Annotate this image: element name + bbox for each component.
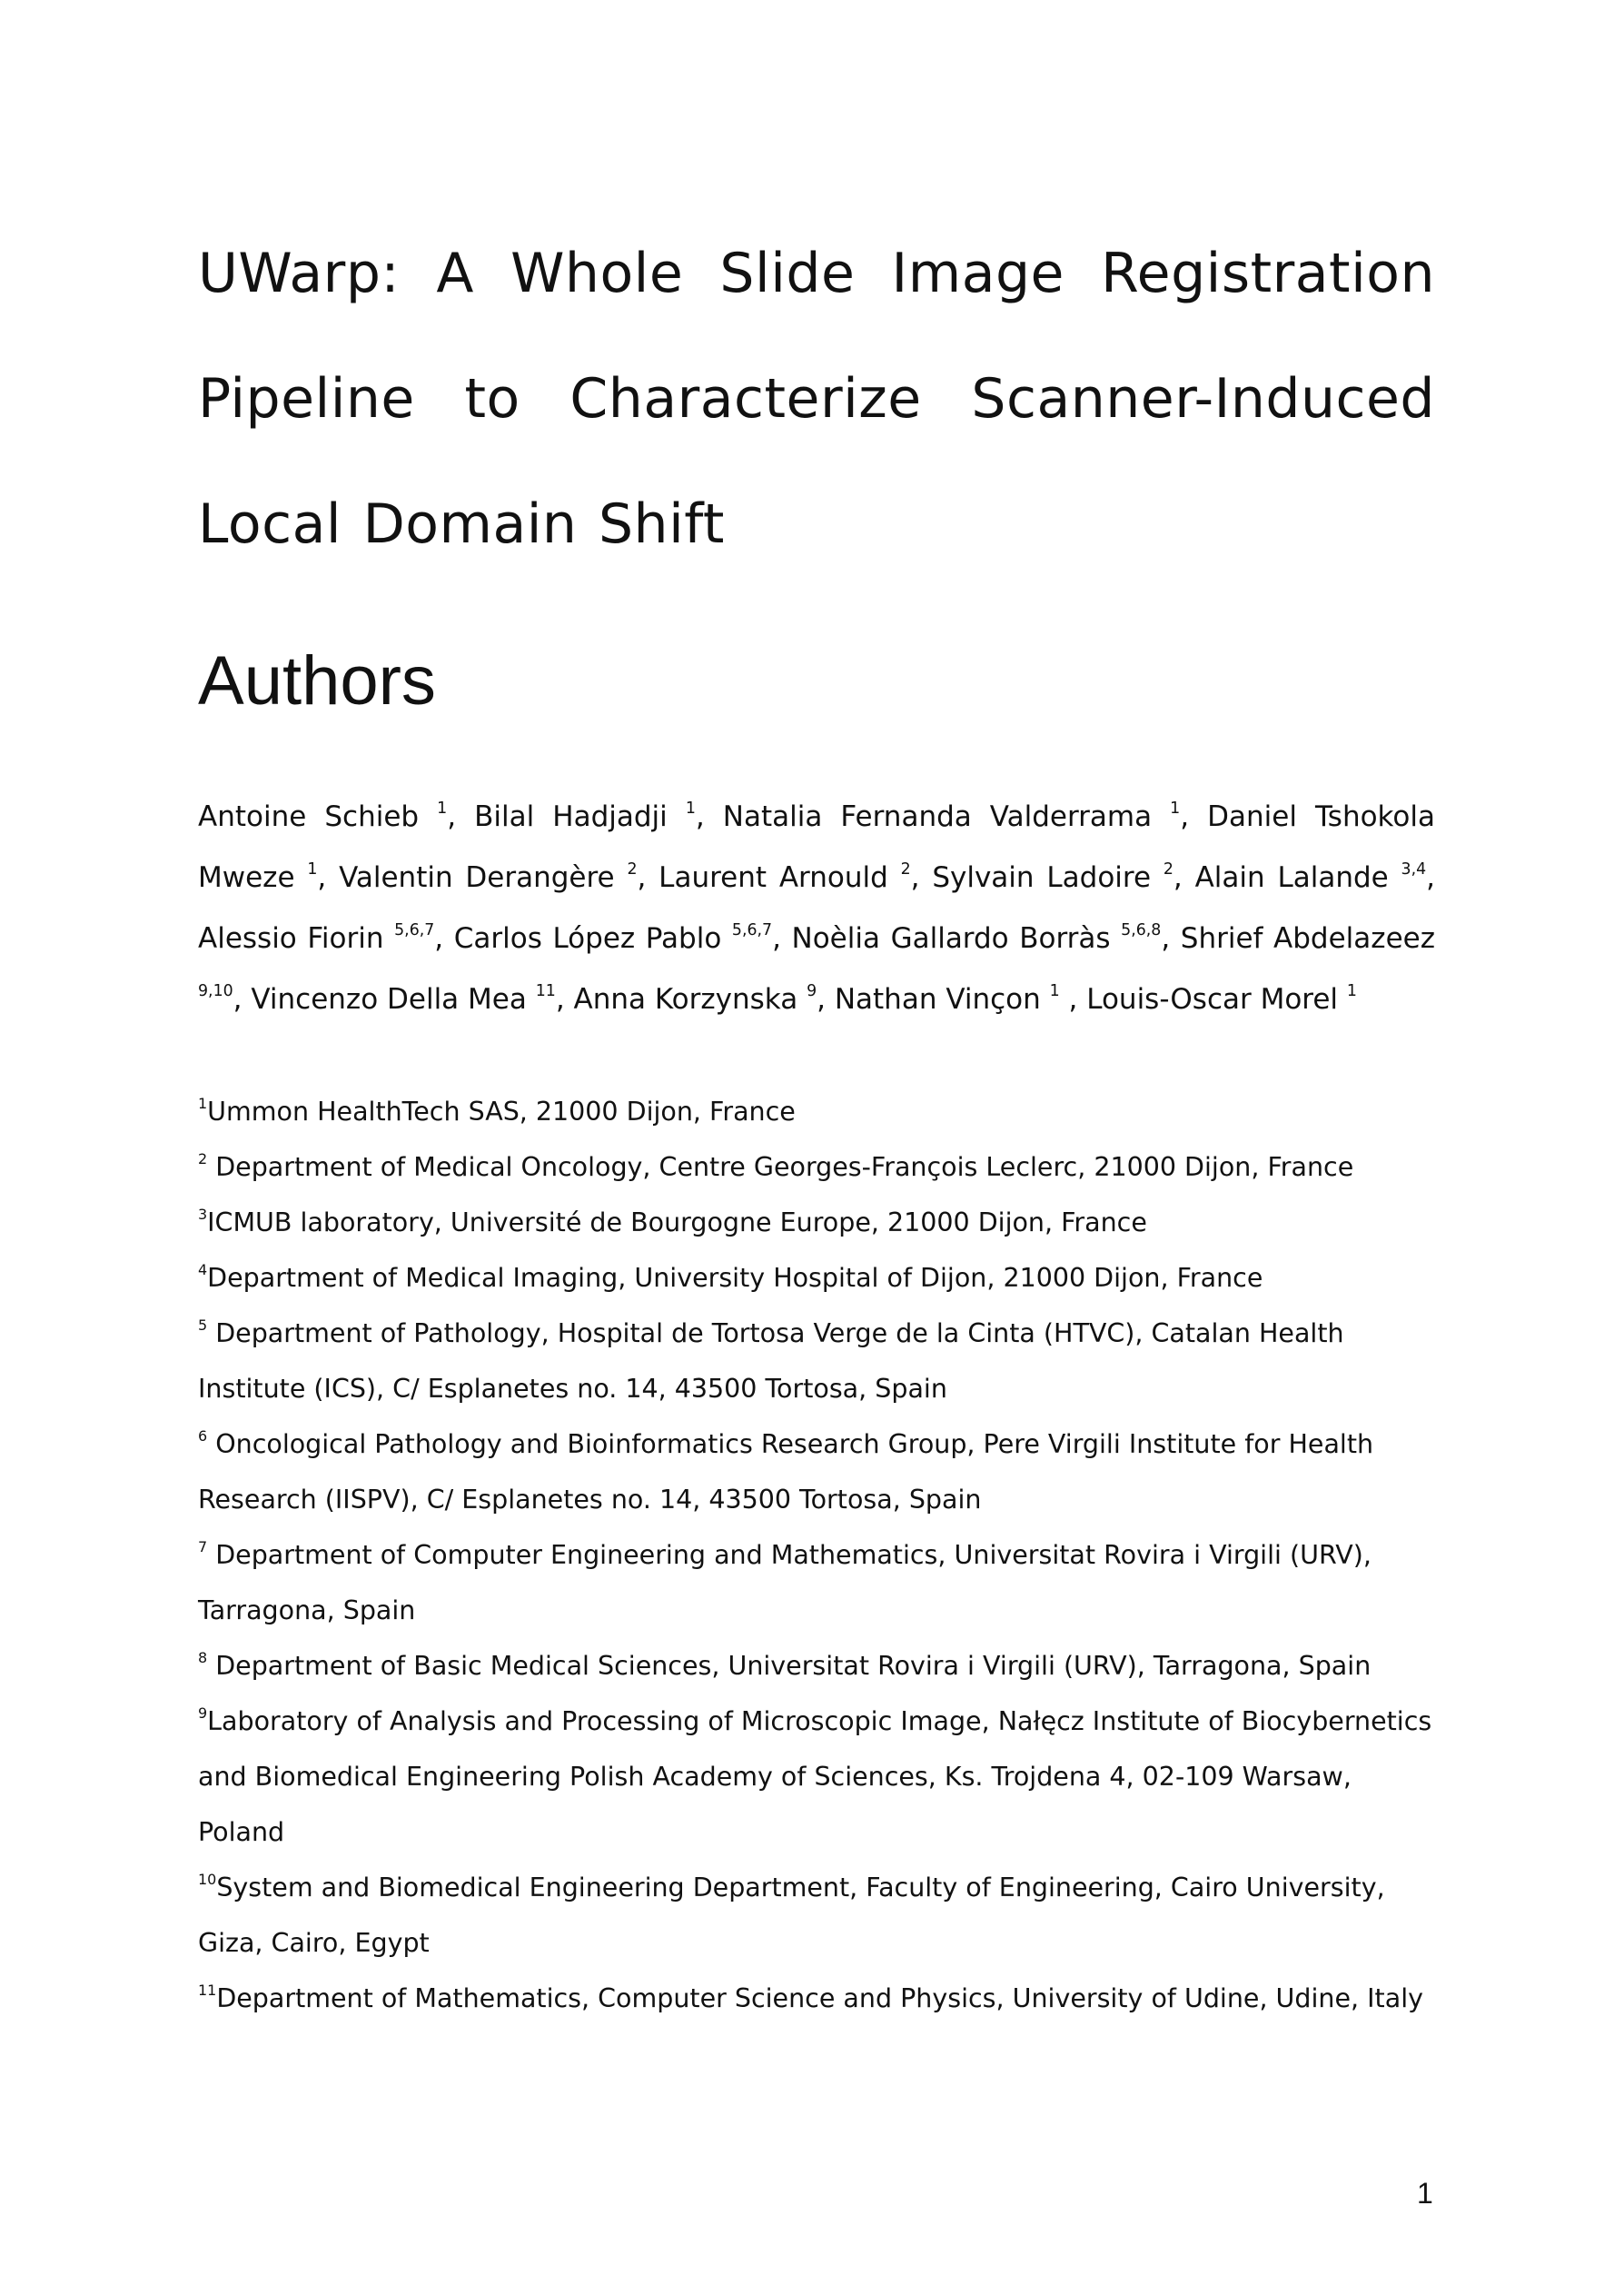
author-separator: , bbox=[233, 983, 252, 1016]
author bbox=[723, 800, 1207, 833]
affiliation-text: System and Biomedical Engineering Department, Faculty of Engineering, Cairo University, Giza, Cairo, Egypt bbox=[198, 1873, 1385, 1958]
affiliation-number: 1 bbox=[198, 1095, 208, 1113]
author-affiliation-marker: 1 bbox=[1170, 800, 1181, 819]
author-affiliation-marker: 3,4 bbox=[1401, 860, 1427, 879]
author bbox=[454, 922, 792, 955]
author bbox=[474, 800, 723, 833]
author-separator: , bbox=[1180, 800, 1208, 833]
author-separator: , bbox=[555, 983, 574, 1016]
affiliation-text: Department of Computer Engineering and Mathematics, Universitat Rovira i Virgili (URV), Tarragona, Spain bbox=[198, 1540, 1371, 1625]
author-affiliation-marker: 2 bbox=[1163, 860, 1173, 879]
affiliation-item bbox=[198, 1971, 1435, 2026]
author-affiliation-marker: 11 bbox=[535, 982, 556, 1001]
author-name: Shrief Abdelazeez bbox=[1180, 922, 1435, 955]
author bbox=[835, 983, 1086, 1016]
author-name: Valentin Derangère bbox=[339, 861, 615, 894]
author-name: Natalia Fernanda Valderrama bbox=[722, 800, 1153, 833]
author-affiliation-marker: 1 bbox=[1049, 982, 1060, 1001]
affiliation-item bbox=[198, 1694, 1435, 1860]
author-separator: , bbox=[317, 861, 340, 894]
affiliation-item bbox=[198, 1306, 1435, 1416]
author-name: Daniel Tshokola Mweze bbox=[198, 800, 1435, 894]
affiliation-item bbox=[198, 1084, 1435, 1139]
author-name: Alessio Fiorin bbox=[198, 922, 384, 955]
affiliation-item bbox=[198, 1416, 1435, 1527]
author-name: Carlos López Pablo bbox=[453, 922, 722, 955]
author-separator: , bbox=[1059, 983, 1087, 1016]
author-separator: , bbox=[1426, 861, 1436, 894]
author bbox=[574, 983, 835, 1016]
author bbox=[1086, 983, 1357, 1016]
affiliation-number: 7 bbox=[198, 1538, 208, 1556]
affiliation-number: 8 bbox=[198, 1649, 208, 1667]
author-name: Vincenzo Della Mea bbox=[251, 983, 527, 1016]
affiliation-item bbox=[198, 1139, 1435, 1195]
affiliation-item bbox=[198, 1527, 1435, 1638]
author bbox=[792, 922, 1181, 955]
affiliation-number: 2 bbox=[198, 1150, 208, 1168]
author-affiliation-marker: 1 bbox=[307, 860, 318, 879]
affiliation-item bbox=[198, 1638, 1435, 1694]
author-affiliation-marker: 2 bbox=[627, 860, 638, 879]
affiliation-number: 9 bbox=[198, 1704, 208, 1723]
author-separator: , bbox=[910, 861, 933, 894]
author-affiliation-marker: 2 bbox=[900, 860, 911, 879]
affiliation-item bbox=[198, 1860, 1435, 1971]
author bbox=[659, 861, 932, 894]
author-name: Laurent Arnould bbox=[659, 861, 888, 894]
author-affiliation-marker: 9,10 bbox=[198, 982, 233, 1001]
author bbox=[198, 800, 474, 833]
author-affiliation-marker: 1 bbox=[437, 800, 448, 819]
author-separator: , bbox=[637, 861, 659, 894]
affiliation-number: 10 bbox=[198, 1871, 217, 1889]
author-separator: , bbox=[772, 922, 792, 955]
affiliation-text: Oncological Pathology and Bioinformatics Research Group, Pere Virgili Institute for Health Research (IISPV), C/ Esplanetes no. 14, 43500 Tortosa, Spain bbox=[198, 1429, 1374, 1515]
author-name: Nathan Vinçon bbox=[834, 983, 1041, 1016]
affiliation-number: 6 bbox=[198, 1427, 208, 1446]
author bbox=[198, 922, 454, 955]
author-name: Antoine Schieb bbox=[198, 800, 420, 833]
authors-heading: Authors bbox=[198, 642, 436, 720]
author-separator: , bbox=[695, 800, 723, 833]
author bbox=[251, 983, 573, 1016]
author-separator: , bbox=[1161, 922, 1181, 955]
author-name: Noèlia Gallardo Borràs bbox=[791, 922, 1111, 955]
page-number: 1 bbox=[1417, 2177, 1433, 2210]
affiliation-text: Department of Medical Oncology, Centre Georges-François Leclerc, 21000 Dijon, France bbox=[207, 1152, 1354, 1182]
author-separator: , bbox=[434, 922, 454, 955]
author bbox=[1195, 861, 1435, 894]
affiliation-number: 3 bbox=[198, 1206, 208, 1224]
affiliation-text: Department of Pathology, Hospital de Tortosa Verge de la Cinta (HTVC), Catalan Health Institute (ICS), C/ Esplanetes no. 14, 43500 Tortosa, Spain bbox=[198, 1318, 1344, 1404]
affiliation-text: Department of Medical Imaging, University Hospital of Dijon, 21000 Dijon, France bbox=[207, 1263, 1263, 1293]
author-name: Anna Korzynska bbox=[573, 983, 798, 1016]
affiliation-list bbox=[198, 1084, 1435, 2026]
author-name: Sylvain Ladoire bbox=[932, 861, 1152, 894]
affiliation-number: 5 bbox=[198, 1316, 208, 1335]
author-separator: , bbox=[817, 983, 835, 1016]
author-affiliation-marker: 9 bbox=[807, 982, 817, 1001]
author bbox=[932, 861, 1194, 894]
author-affiliation-marker: 5,6,7 bbox=[731, 921, 773, 940]
author-list bbox=[198, 787, 1435, 1030]
affiliation-text: Department of Mathematics, Computer Science and Physics, University of Udine, Udine, Italy bbox=[216, 1983, 1423, 2013]
author-affiliation-marker: 1 bbox=[1346, 982, 1357, 1001]
affiliation-number: 11 bbox=[198, 1982, 217, 2000]
author-name: Louis-Oscar Morel bbox=[1086, 983, 1339, 1016]
author-name: Bilal Hadjadji bbox=[474, 800, 668, 833]
affiliation-item bbox=[198, 1250, 1435, 1306]
affiliation-number: 4 bbox=[198, 1261, 208, 1279]
author-separator: , bbox=[1173, 861, 1195, 894]
affiliation-text: Department of Basic Medical Sciences, Universitat Rovira i Virgili (URV), Tarragona, Spain bbox=[207, 1651, 1371, 1681]
author-separator: , bbox=[447, 800, 475, 833]
paper-title: UWarp: A Whole Slide Image Registration Pipeline to Characterize Scanner-Induced Local Domain Shift bbox=[198, 242, 1435, 556]
affiliation-item bbox=[198, 1195, 1435, 1250]
author-affiliation-marker: 5,6,7 bbox=[394, 921, 435, 940]
author-affiliation-marker: 5,6,8 bbox=[1121, 921, 1162, 940]
author bbox=[339, 861, 659, 894]
paper-page bbox=[198, 0, 1435, 2295]
affiliation-text: Laboratory of Analysis and Processing of Microscopic Image, Nałęcz Institute of Biocybernetics and Biomedical Engineering Polish Academy of Sciences, Ks. Trojdena 4, 02-109 Warsaw, Poland bbox=[198, 1706, 1432, 1847]
affiliation-text: ICMUB laboratory, Université de Bourgogne Europe, 21000 Dijon, France bbox=[207, 1207, 1147, 1237]
author-affiliation-marker: 1 bbox=[685, 800, 696, 819]
author-name: Alain Lalande bbox=[1194, 861, 1389, 894]
affiliation-text: Ummon HealthTech SAS, 21000 Dijon, France bbox=[207, 1097, 796, 1127]
